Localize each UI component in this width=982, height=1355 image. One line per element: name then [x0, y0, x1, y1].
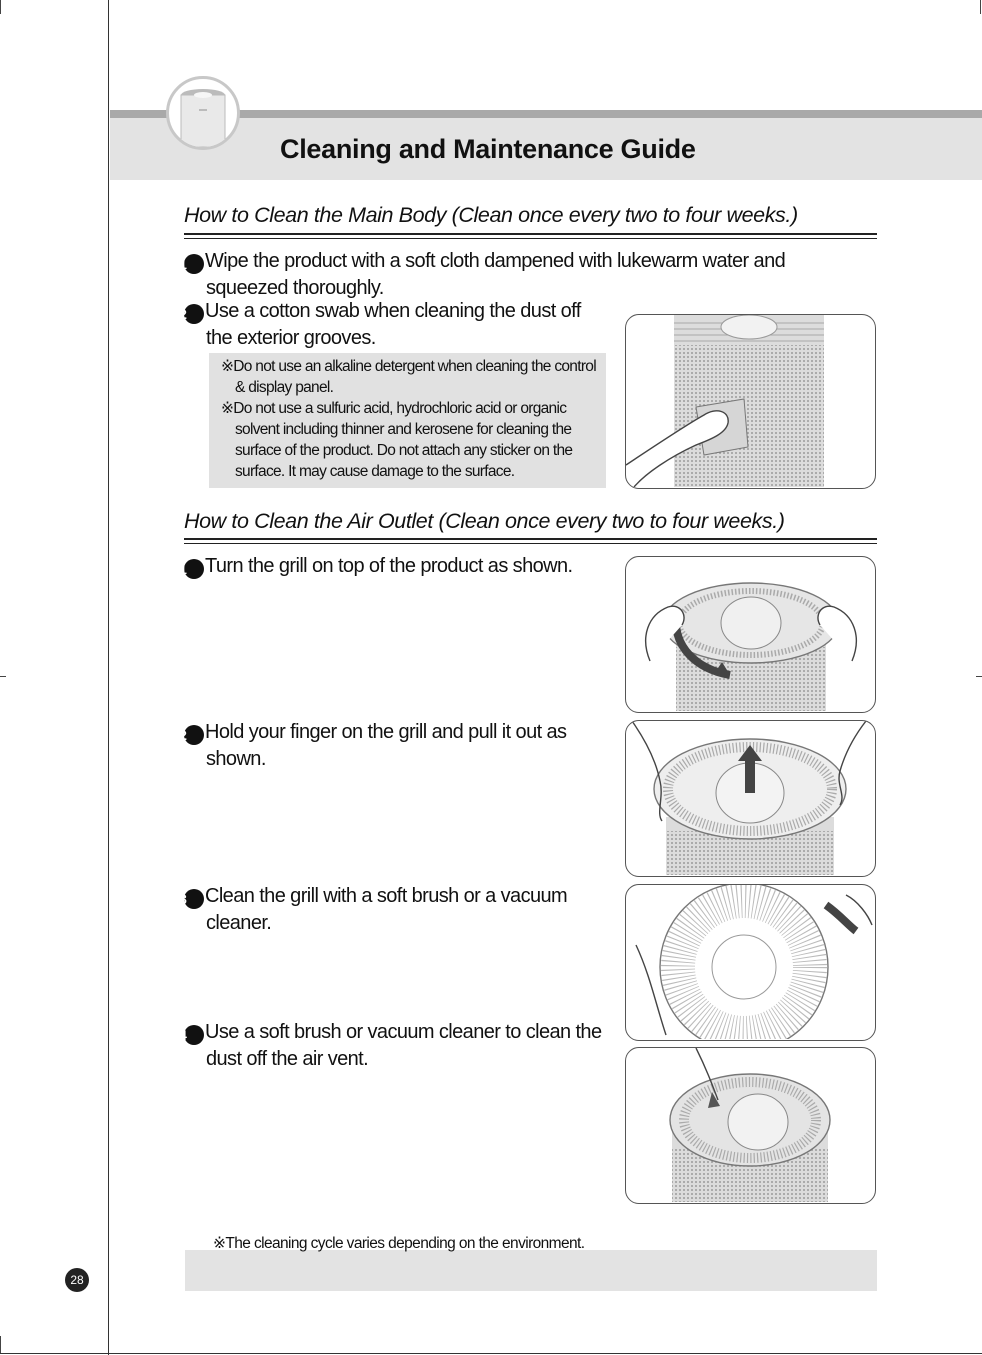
- step-1-main-body: [179, 248, 856, 302]
- step-number-marker: 4: [184, 1025, 204, 1045]
- air-purifier-icon: [169, 79, 237, 147]
- pull-grill-illustration: [626, 721, 874, 875]
- figure-wipe-body: [625, 314, 876, 489]
- section-title-air-outlet: How to Clean the Air Outlet (Clean once every two to four weeks.): [184, 509, 785, 533]
- step-text: Clean the grill with a soft brush or a vacuum cleaner.: [205, 885, 568, 934]
- figure-turn-grill: [625, 556, 876, 713]
- step-1-air-outlet: [179, 553, 626, 580]
- section-rule: [184, 538, 877, 540]
- figure-clean-grill: [625, 884, 876, 1041]
- page-number: 28: [65, 1268, 89, 1292]
- step-text: Hold your finger on the grill and pull it out as shown.: [205, 721, 567, 770]
- product-thumbnail: [166, 76, 240, 150]
- header-line: [110, 110, 982, 118]
- step-number-marker: 2: [184, 725, 204, 745]
- step-4-air-outlet: [179, 1019, 631, 1073]
- step-number-marker: 2: [184, 304, 204, 324]
- wiping-illustration: [626, 315, 874, 487]
- step-number-marker: 1: [184, 559, 204, 579]
- crop-mark: [976, 676, 982, 677]
- footer-bar: [185, 1250, 877, 1291]
- section-rule: [184, 238, 877, 239]
- caution-notes: [209, 353, 606, 488]
- section-rule: [184, 543, 877, 544]
- step-2-main-body: [179, 298, 586, 352]
- step-text: Wipe the product with a soft cloth dampened with lukewarm water and squeezed thoroughly.: [205, 250, 786, 299]
- section-title-main-body: How to Clean the Main Body (Clean once every two to four weeks.): [184, 203, 798, 227]
- page-title: Cleaning and Maintenance Guide: [280, 134, 696, 164]
- step-number-marker: 1: [184, 254, 204, 274]
- step-number-marker: 3: [184, 889, 204, 909]
- caution-note: ※Do not use an alkaline detergent when cleaning the control & display panel.: [221, 358, 596, 396]
- clean-grill-illustration: [626, 885, 874, 1039]
- crop-mark: [0, 0, 1, 14]
- footer-note: ※The cleaning cycle varies depending on the environment.: [213, 1235, 585, 1252]
- crop-mark: [0, 1336, 1, 1353]
- turn-grill-illustration: [626, 557, 874, 711]
- crop-mark: [0, 676, 6, 677]
- crop-mark: [980, 0, 981, 14]
- step-3-air-outlet: [179, 883, 596, 937]
- clean-vent-illustration: [626, 1048, 874, 1202]
- binding-rule: [108, 0, 109, 1355]
- page-bottom-rule: [0, 1353, 982, 1354]
- step-text: Use a cotton swab when cleaning the dust off the exterior grooves.: [205, 300, 581, 349]
- caution-note: ※Do not use a sulfuric acid, hydrochloric acid or organic solvent including thinner and kerosene for cleaning the surface of the product. Do not attach any sticker on the surface. It may cause damage to the surface.: [221, 400, 573, 480]
- section-rule: [184, 233, 877, 235]
- figure-clean-vent: [625, 1047, 876, 1204]
- step-2-air-outlet: [179, 719, 596, 773]
- step-text: Use a soft brush or vacuum cleaner to clean the dust off the air vent.: [205, 1021, 602, 1070]
- step-text: Turn the grill on top of the product as shown.: [205, 555, 573, 577]
- figure-pull-grill: [625, 720, 876, 877]
